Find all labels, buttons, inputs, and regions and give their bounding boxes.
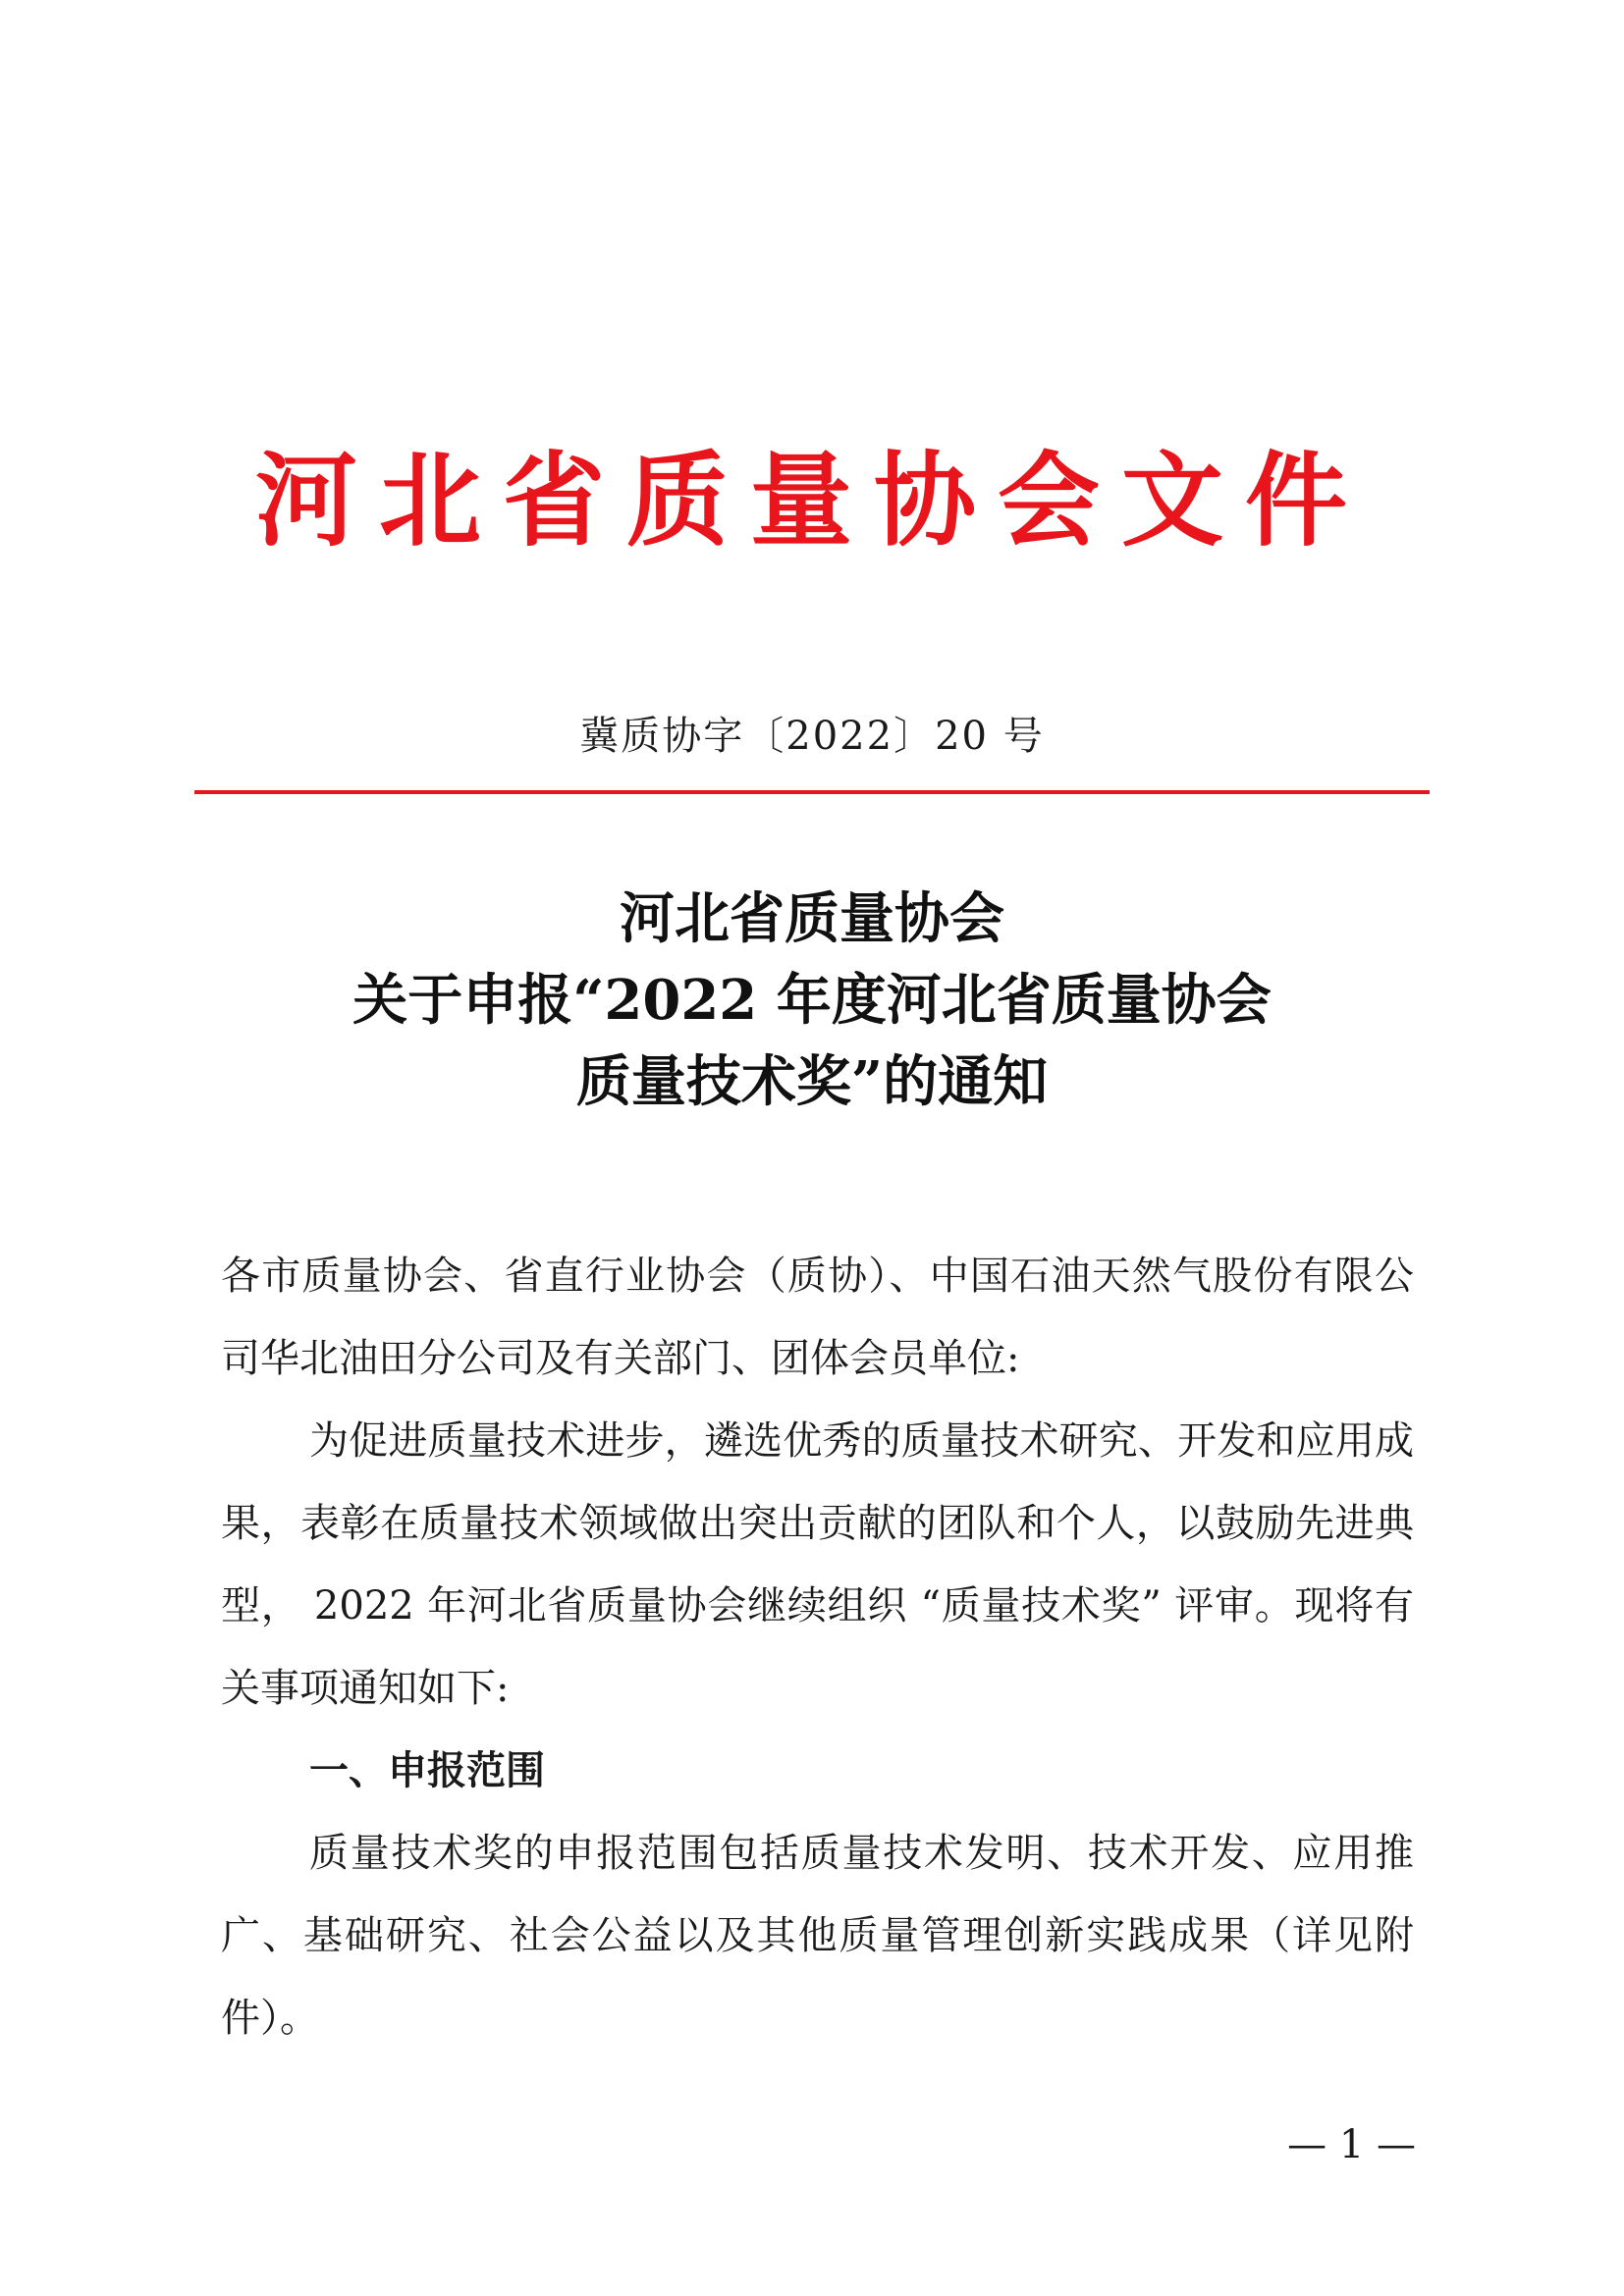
salutation-paragraph: 各市质量协会、省直行业协会（质协）、中国石油天然气股份有限公司华北油田分公司及有关部门、团体会员单位: — [221, 1254, 1414, 1381]
notice-title-line-3: 质量技术奖”的通知 — [575, 1049, 1049, 1114]
notice-title-line-2: 关于申报“2022 年度河北省质量协会 — [352, 968, 1272, 1033]
document-number: 冀质协字〔2022〕20 号 — [579, 714, 1045, 759]
page-number: — 1 — — [1287, 2122, 1416, 2167]
section-heading-scope: 一、申报范围 — [309, 1748, 545, 1793]
red-divider-line — [194, 790, 1430, 794]
notice-title — [0, 879, 1624, 1123]
intro-paragraph: 为促进质量技术进步，遴选优秀的质量技术研究、开发和应用成果，表彰在质量技术领域做出突出贡献的团队和个人，以鼓励先进典型， 2022 年河北省质量协会继续组织 “质量技术奖” 评审。现将有关事项通知如下: — [221, 1418, 1414, 1711]
notice-body — [221, 1235, 1414, 2059]
notice-title-line-1: 河北省质量协会 — [620, 886, 1004, 951]
scope-paragraph: 质量技术奖的申报范围包括质量技术发明、技术开发、应用推广、基础研究、社会公益以及其他质量管理创新实践成果（详见附件）。 — [221, 1831, 1414, 2041]
organization-header-title: 河北省质量协会文件 — [254, 440, 1369, 561]
